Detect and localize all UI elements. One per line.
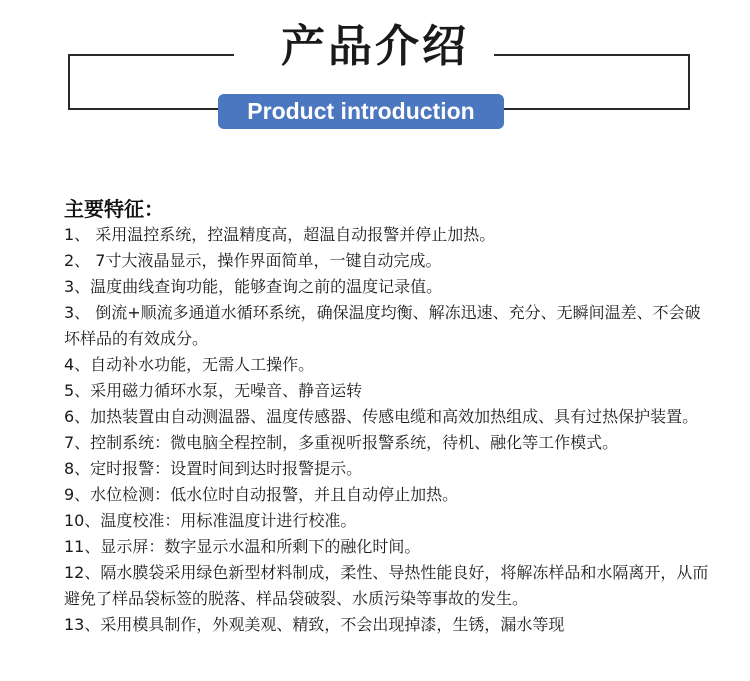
feature-item: 2、 7寸大液晶显示，操作界面简单，一键自动完成。 (64, 251, 442, 270)
feature-item: 8、定时报警：设置时间到达时报警提示。 (64, 459, 363, 478)
features-list (64, 222, 716, 638)
feature-item: 9、水位检测：低水位时自动报警，并且自动停止加热。 (64, 485, 459, 504)
feature-item: 3、温度曲线查询功能，能够查询之前的温度记录值。 (64, 277, 443, 296)
feature-item: 6、加热装置由自动测温器、温度传感器、传感电缆和高效加热组成、具有过热保护装置。 (64, 407, 699, 426)
page-title: 产品介绍 (281, 21, 469, 72)
feature-item: 13、采用模具制作，外观美观、精致，不会出现掉漆，生锈，漏水等现 (64, 615, 565, 634)
subtitle-badge: Product introduction (218, 94, 504, 129)
feature-item: 11、显示屏：数字显示水温和所剩下的融化时间。 (64, 537, 421, 556)
feature-item: 3、 倒流+顺流多通道水循环系统，确保温度均衡、解冻迅速、充分、无瞬间温差、不会破坏样品的有效成分。 (64, 303, 701, 348)
feature-item: 4、自动补水功能，无需人工操作。 (64, 355, 315, 374)
feature-item: 10、温度校准：用标准温度计进行校准。 (64, 511, 357, 530)
feature-item: 7、控制系统：微电脑全程控制，多重视听报警系统，待机、融化等工作模式。 (64, 433, 619, 452)
feature-item: 5、采用磁力循环水泵，无噪音、静音运转 (64, 381, 363, 400)
features-heading: 主要特征： (64, 197, 164, 221)
feature-item: 1、 采用温控系统，控温精度高，超温自动报警并停止加热。 (64, 225, 496, 244)
feature-item: 12、隔水膜袋采用绿色新型材料制成，柔性、导热性能良好，将解冻样品和水隔离开，从而避免了样品袋标签的脱落、样品袋破裂、水质污染等事故的发生。 (64, 563, 709, 608)
